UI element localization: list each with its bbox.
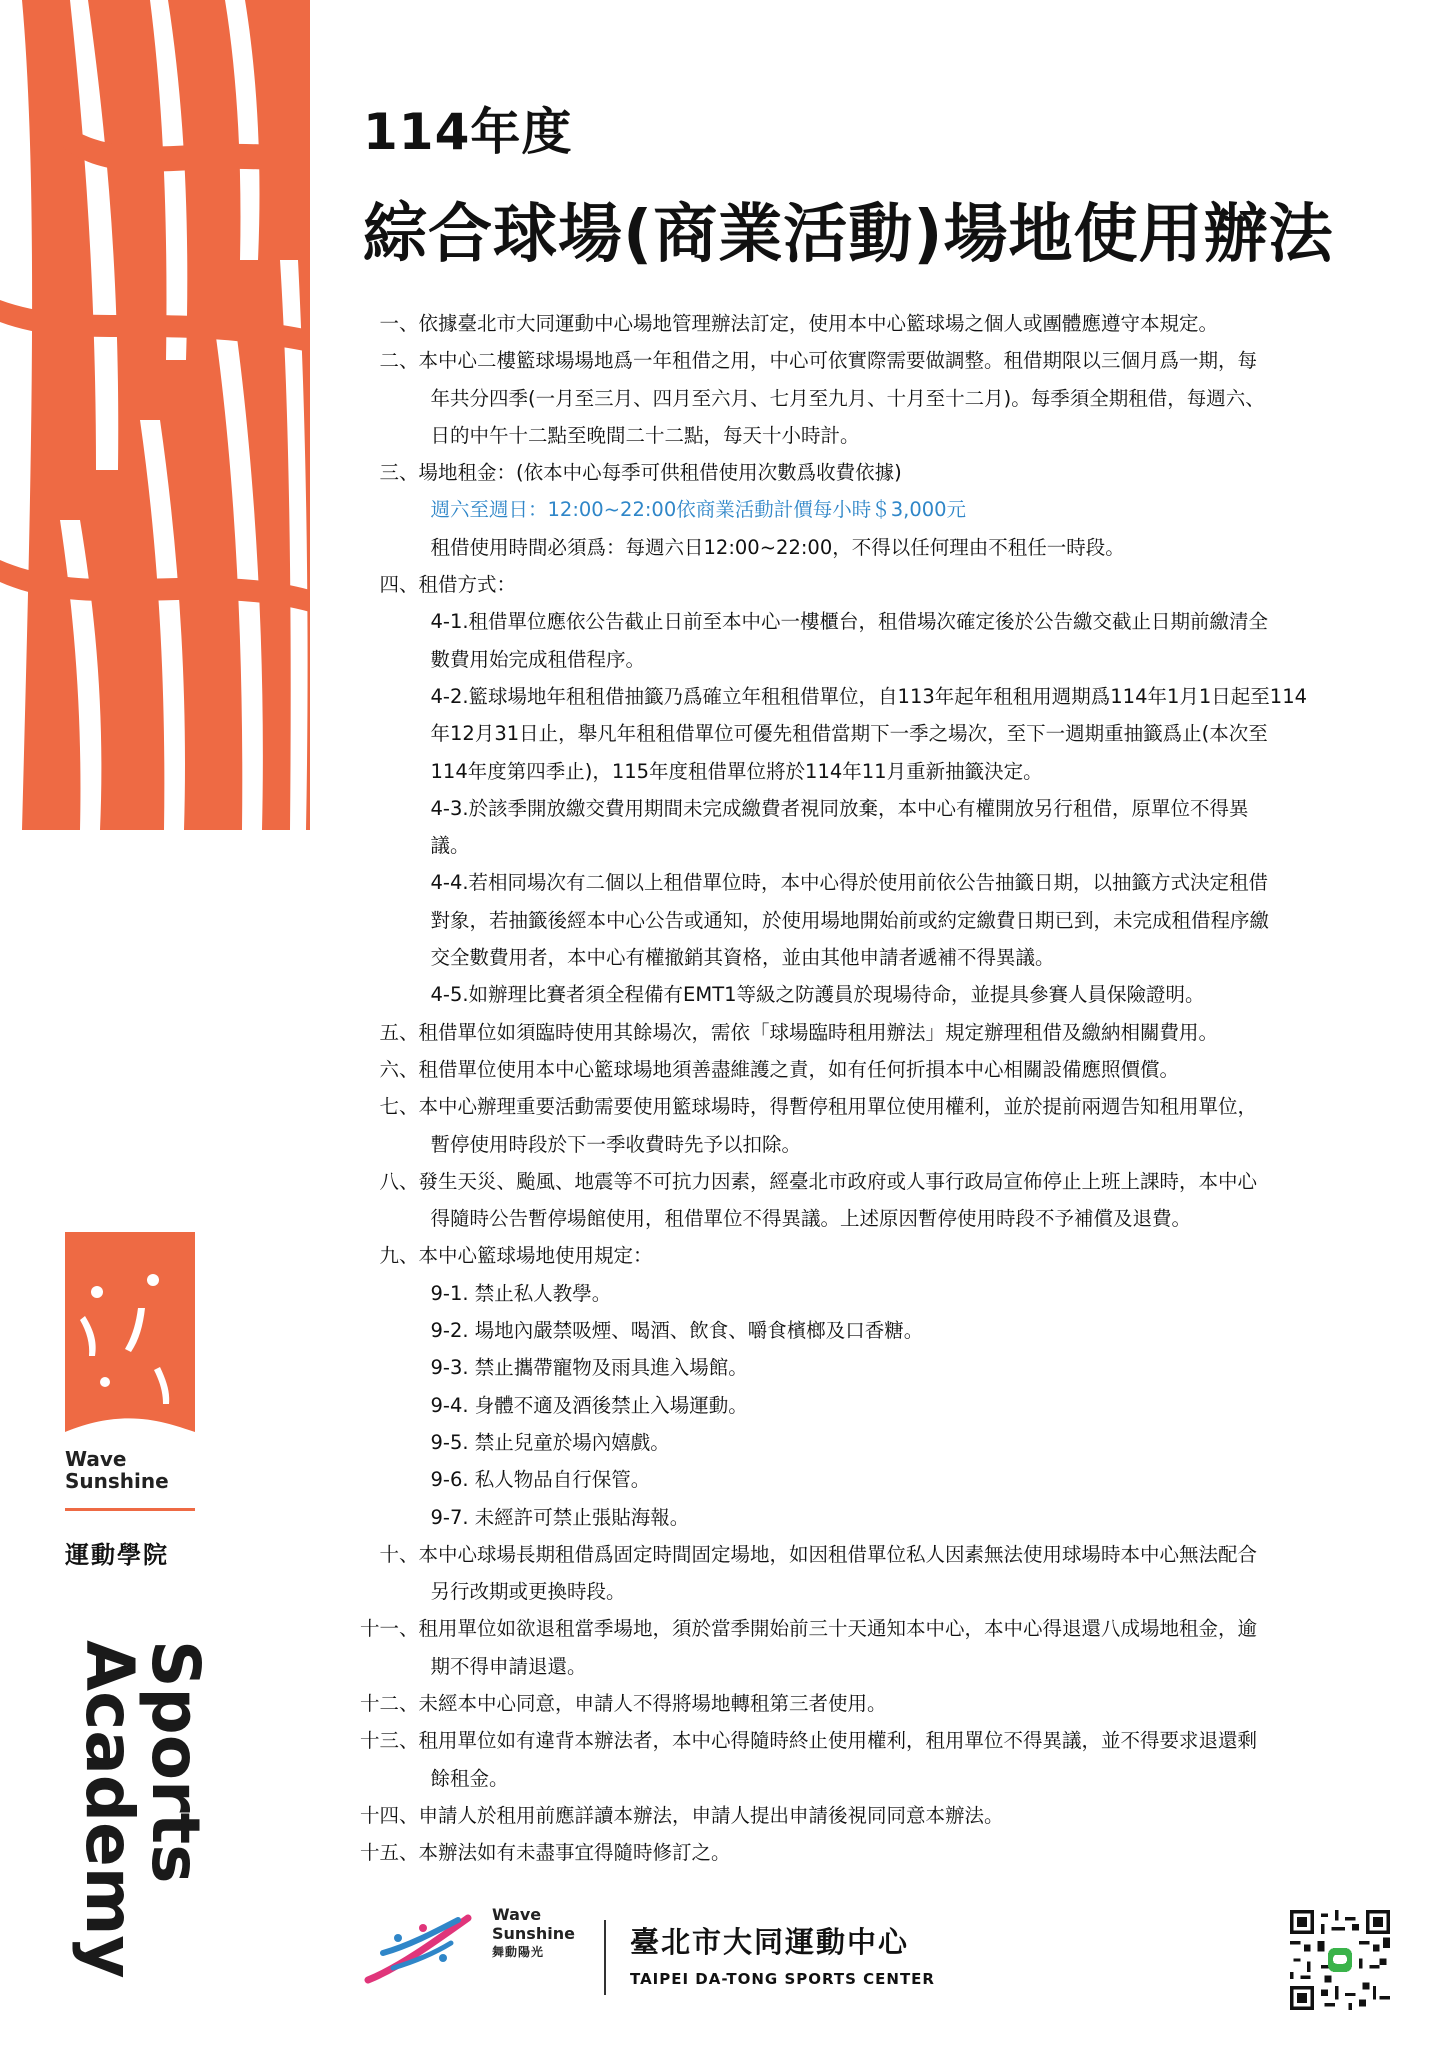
- vertical-line1: Sports: [137, 1640, 214, 1884]
- rule-line: [360, 827, 1410, 864]
- footer-center-name-zh: 臺北市大同運動中心: [630, 1925, 910, 1959]
- footer-divider: [604, 1920, 606, 1995]
- footer-wave-sunshine: [492, 1905, 575, 1962]
- rule-line: [360, 1536, 1410, 1573]
- footer-center-name-en: TAIPEI DA-TONG SPORTS CENTER: [630, 1970, 935, 1988]
- rule-text: 4-2.籃球場地年租租借抽籤乃爲確立年租租借單位，自113年起年租租用週期爲114年1月1日起至114: [430, 684, 1308, 708]
- rule-line: [360, 1424, 1410, 1461]
- rule-text: 期不得申請退還。: [430, 1654, 587, 1678]
- rule-text: 114年度第四季止)，115年度租借單位將於114年11月重新抽籤決定。: [430, 759, 1043, 783]
- rule-line: [360, 939, 1410, 976]
- decorative-wave-pattern: [0, 0, 310, 830]
- brand-divider: [65, 1508, 195, 1511]
- rule-text: 租借單位使用本中心籃球場地須善盡維護之責，如有任何折損本中心相關設備應照價償。: [418, 1057, 1180, 1081]
- sports-academy-vertical: [58, 1640, 214, 1980]
- decorative-orange-banner: [0, 0, 310, 830]
- wave-sunshine-brand-mark: [65, 1232, 195, 1432]
- rule-line: [360, 1573, 1410, 1610]
- rule-line: [360, 976, 1410, 1013]
- rule-number: 五、: [379, 1020, 419, 1044]
- rule-line: [360, 1275, 1410, 1312]
- title-year: 114年度: [363, 103, 573, 161]
- rule-text: 年共分四季(一月至三月、四月至六月、七月至九月、十月至十二月)。每季須全期租借，每週六、: [430, 386, 1265, 410]
- rule-text: 租借方式：: [418, 573, 517, 597]
- rule-text: 9-5. 禁止兒童於場內嬉戲。: [430, 1430, 670, 1454]
- rule-line: [360, 491, 1410, 528]
- footer-logo-line2: Sunshine: [492, 1924, 575, 1943]
- rule-text: 未經本中心同意，申請人不得將場地轉租第三者使用。: [418, 1691, 887, 1715]
- rule-number: 十一、: [360, 1617, 419, 1641]
- brand-name-zh: 運動學院: [65, 1541, 169, 1569]
- brand-name-line1: Wave: [65, 1447, 127, 1471]
- rule-text: 週六至週日：12:00~22:00依商業活動計價每小時＄3,000元: [430, 498, 967, 522]
- rule-text: 本中心二樓籃球場場地爲一年租借之用，中心可依實際需要做調整。租借期限以三個月爲一期，每: [418, 349, 1258, 373]
- rule-text: 租用單位如有違背本辦法者，本中心得隨時終止使用權利，租用單位不得異議，並不得要求退還剩: [418, 1729, 1258, 1753]
- rule-line: [360, 864, 1410, 901]
- rule-line: [360, 1349, 1410, 1386]
- rule-text: 本中心球場長期租借爲固定時間固定場地，如因租借單位私人因素無法使用球場時本中心無法配合: [418, 1542, 1258, 1566]
- qr-code[interactable]: [1290, 1910, 1390, 2010]
- rule-line: [360, 1163, 1410, 1200]
- rule-text: 另行改期或更換時段。: [430, 1580, 626, 1604]
- rule-line: [360, 715, 1410, 752]
- rule-number: 九、: [379, 1244, 419, 1268]
- rule-line: [360, 1499, 1410, 1536]
- brand-name-en: [65, 1448, 169, 1492]
- rule-line: [360, 1610, 1410, 1647]
- rule-text: 本辦法如有未盡事宜得隨時修訂之。: [418, 1841, 731, 1865]
- rule-line: [360, 566, 1410, 603]
- rule-text: 餘租金。: [430, 1766, 509, 1790]
- rule-line: [360, 641, 1410, 678]
- rule-line: [360, 380, 1410, 417]
- rule-text: 發生天災、颱風、地震等不可抗力因素，經臺北市政府或人事行政局宣佈停止上班上課時，本中心: [418, 1169, 1258, 1193]
- rule-line: [360, 1722, 1410, 1759]
- rule-number: 三、: [379, 461, 419, 485]
- rule-line: [360, 790, 1410, 827]
- rule-line: [360, 1461, 1410, 1498]
- rule-line: [360, 417, 1410, 454]
- footer-logo-line1: Wave: [492, 1905, 542, 1924]
- rule-text: 9-3. 禁止攜帶寵物及雨具進入場館。: [430, 1356, 748, 1380]
- rule-number: 十二、: [360, 1691, 419, 1715]
- rule-text: 暫停使用時段於下一季收費時先予以扣除。: [430, 1132, 802, 1156]
- rule-number: 四、: [379, 573, 419, 597]
- rule-line: [360, 753, 1410, 790]
- rule-line: [360, 1051, 1410, 1088]
- rule-number: 七、: [379, 1095, 419, 1119]
- rule-text: 4-5.如辦理比賽者須全程備有EMT1等級之防護員於現場待命，並提具參賽人員保險證明。: [430, 983, 1205, 1007]
- vertical-line2: Academy: [71, 1640, 148, 1979]
- rule-text: 9-7. 未經許可禁止張貼海報。: [430, 1505, 690, 1529]
- rule-text: 本中心辦理重要活動需要使用籃球場時，得暫停租用單位使用權利，並於提前兩週告知租用單位，: [418, 1095, 1258, 1119]
- rule-text: 4-4.若相同場次有二個以上租借單位時，本中心得於使用前依公告抽籤日期，以抽籤方式決定租借: [430, 871, 1269, 895]
- rule-text: 數費用始完成租借程序。: [430, 647, 646, 671]
- rule-line: [360, 1088, 1410, 1125]
- rule-line: [360, 1834, 1410, 1871]
- rule-line: [360, 1387, 1410, 1424]
- rule-text: 租用單位如欲退租當季場地，須於當季開始前三十天通知本中心，本中心得退還八成場地租金，逾: [418, 1617, 1258, 1641]
- rule-line: [360, 454, 1410, 491]
- rule-text: 4-3.於該季開放繳交費用期間未完成繳費者視同放棄，本中心有權開放另行租借，原單位不得異: [430, 796, 1249, 820]
- rule-line: [360, 1797, 1410, 1834]
- rule-text: 對象，若抽籤後經本中心公告或通知，於使用場地開始前或約定繳費日期已到，未完成租借程序繳: [430, 908, 1270, 932]
- rule-text: 本中心籃球場地使用規定：: [418, 1244, 653, 1268]
- rule-text: 年12月31日止，舉凡年租租借單位可優先租借當期下一季之場次，至下一週期重抽籤爲止(本次至: [430, 722, 1268, 746]
- rule-text: 申請人於租用前應詳讀本辦法，申請人提出申請後視同同意本辦法。: [418, 1803, 1004, 1827]
- rule-text: 租借單位如須臨時使用其餘場次，需依「球場臨時租用辦法」規定辦理租借及繳納相關費用。: [418, 1020, 1219, 1044]
- rule-text: 9-6. 私人物品自行保管。: [430, 1468, 651, 1492]
- rule-line: [360, 1685, 1410, 1722]
- wave-sunshine-logo-icon: [363, 1898, 473, 1988]
- rule-number: 二、: [379, 349, 419, 373]
- rule-line: [360, 305, 1410, 342]
- page-title: 綜合球場(商業活動)場地使用辦法: [363, 198, 1334, 272]
- rule-line: [360, 1126, 1410, 1163]
- rule-number: 十三、: [360, 1729, 419, 1753]
- rule-text: 9-2. 場地內嚴禁吸煙、喝酒、飲食、嚼食檳榔及口香糖。: [430, 1319, 924, 1343]
- rule-line: [360, 603, 1410, 640]
- rule-line: [360, 1237, 1410, 1274]
- rule-text: 場地租金：(依本中心每季可供租借使用次數爲收費依據): [418, 461, 902, 485]
- rule-text: 4-1.租借單位應依公告截止日前至本中心一樓櫃台，租借場次確定後於公告繳交截止日期前繳清全: [430, 610, 1269, 634]
- rule-text: 得隨時公告暫停場館使用，租借單位不得異議。上述原因暫停使用時段不予補償及退費。: [430, 1207, 1192, 1231]
- rule-text: 9-1. 禁止私人教學。: [430, 1281, 612, 1305]
- rule-line: [360, 902, 1410, 939]
- rule-line: [360, 1760, 1410, 1797]
- rule-line: [360, 1014, 1410, 1051]
- rules-body: [360, 305, 1410, 1871]
- rule-number: 十四、: [360, 1803, 419, 1827]
- rule-line: [360, 342, 1410, 379]
- rule-number: 一、: [379, 312, 419, 335]
- rule-line: [360, 529, 1410, 566]
- footer-logo-zh: 舞動陽光: [492, 1945, 545, 1959]
- rule-text: 日的中午十二點至晚間二十二點，每天十小時計。: [430, 423, 860, 447]
- sports-academy-text: [71, 1640, 214, 1979]
- rule-number: 十、: [379, 1542, 419, 1566]
- rule-text: 依據臺北市大同運動中心場地管理辦法訂定，使用本中心籃球場之個人或團體應遵守本規定。: [418, 312, 1219, 335]
- rule-number: 八、: [379, 1169, 419, 1193]
- rule-line: [360, 1648, 1410, 1685]
- rule-number: 十五、: [360, 1841, 419, 1865]
- rule-line: [360, 1312, 1410, 1349]
- rule-text: 交全數費用者，本中心有權撤銷其資格，並由其他申請者遞補不得異議。: [430, 946, 1055, 970]
- rule-line: [360, 1200, 1410, 1237]
- rule-number: 六、: [379, 1057, 419, 1081]
- rule-text: 租借使用時間必須爲：每週六日12:00~22:00，不得以任何理由不租任一時段。: [430, 535, 1125, 559]
- brand-name-line2: Sunshine: [65, 1469, 169, 1493]
- rule-line: [360, 678, 1410, 715]
- rule-text: 9-4. 身體不適及酒後禁止入場運動。: [430, 1393, 748, 1417]
- rule-text: 議。: [430, 834, 470, 858]
